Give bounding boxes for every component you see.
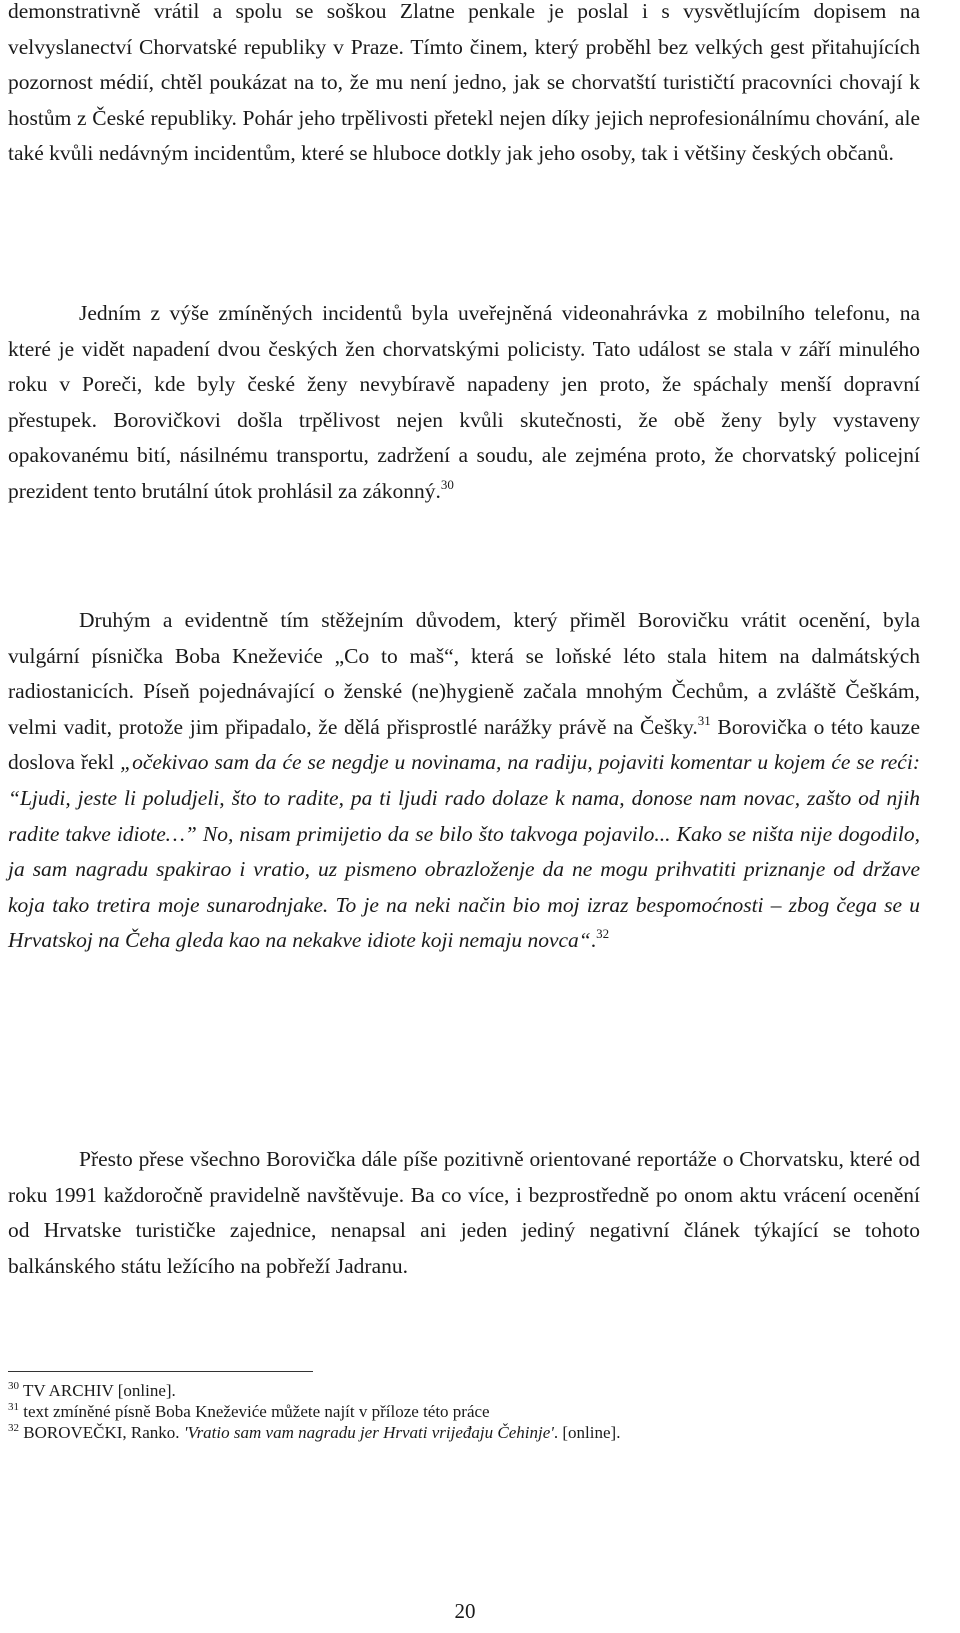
footnote-divider [8, 1371, 313, 1372]
paragraph-3-end: . [590, 928, 597, 953]
paragraph-4 [8, 1142, 920, 1284]
footnote-ref-30[interactable]: 30 [440, 476, 454, 492]
footnote-31 [8, 1401, 908, 1422]
footnote-text: BOROVEČKI, Ranko. [19, 1423, 184, 1442]
paragraph-1-text: demonstrativně vrátil a spolu se soškou Zlatne penkale je poslal i s vysvětlujícím dopisem na velvyslanectví Chorvatské republiky v Praze. Tímto činem, který proběhl bez velkých gest přitahujících pozornost médií, chtěl poukázat na to, že mu není jedno, jak se chorvatští turističtí pracovníci chovají k hostům z České republiky. Pohár jeho trpělivosti přetekl nejen díky jejich neprofesionálnímu chování, ale také kvůli nedávným incidentům, které se hluboce dotkly jak jeho osoby, tak i většiny českých občanů. [8, 0, 920, 166]
footnote-ref-32[interactable]: 32 [596, 926, 610, 942]
footnote-30 [8, 1380, 908, 1401]
paragraph-4-text: Přesto přese všechno Borovička dále píše pozitivně orientované reportáže o Chorvatsku, které od roku 1991 každoročně pravidelně navštěvuje. Ba co více, i bezprostředně po onom aktu vrácení ocenění od Hrvatske turističke zajednice, nenapsal ani jeden jediný negativní článek týkající se tohoto balkánského státu ležícího na pobřeží Jadranu. [8, 1147, 920, 1278]
footnote-number: 32 [8, 1422, 19, 1434]
paragraph-1 [8, 0, 920, 172]
page-number: 20 [454, 1599, 476, 1623]
paragraph-3-text-cont: Borovička o této kauze doslova řekl [8, 714, 920, 775]
footnote-text: TV ARCHIV [online]. [19, 1381, 176, 1400]
footnote-title-italic: 'Vratio sam vam nagradu jer Hrvati vrijeđaju Čehinje' [183, 1423, 554, 1442]
quotation-italic: „očekivao sam da će se negdje u novinama, na radiju, pojaviti komentar u kojem će se reći: “Ljudi, jeste li poludjeli, što to radite, pa ti ljudi rado dolaze k nama, donose nam novac, zašto od njih radite takve idiote…” No, nisam primijetio da se bilo što takvoga pojavilo... Kako se ništa nije dogodilo, ja sam nagradu spakirao i vratio, uz pismeno obrazloženje da ne mogu prihvatiti priznanje od države koja tako tretira moje sunarodnjake. To je na neki način bio moj izraz bespomoćnosti – zbog čega se u Hrvatskoj na Čeha gleda kao na nekakve idiote koji nemaju novca“ [8, 750, 920, 953]
footnote-text: text zmíněné písně Boba Kneževiće můžete najít v příloze této práce [19, 1402, 490, 1421]
footnote-text-end: . [online]. [553, 1423, 621, 1442]
footnote-number: 30 [8, 1380, 19, 1392]
paragraph-2 [8, 296, 920, 510]
footnotes [8, 1380, 908, 1443]
paragraph-2-text: Jedním z výše zmíněných incidentů byla uveřejněná videonahrávka z mobilního telefonu, na které je vidět napadení dvou českých žen chorvatskými policisty. Tato událost se stala v září minulého roku v Poreči, kde byly české ženy nevybíravě napadeny jen proto, že spáchaly menší dopravní přestupek. Borovičkovi došla trpělivost nejen kvůli skutečnosti, že obě ženy byly vystaveny opakovanému bití, násilnému transportu, zadržení a soudu, ale zejména proto, že chorvatský policejní prezident tento brutální útok prohlásil za zákonný. [8, 301, 920, 503]
footnote-ref-31[interactable]: 31 [697, 712, 711, 728]
footnote-number: 31 [8, 1401, 19, 1413]
paragraph-3 [8, 603, 920, 959]
paragraph-3-text: Druhým a evidentně tím stěžejním důvodem, který přiměl Borovičku vrátit ocenění, byla vulgární písnička Boba Kneževiće „Co to maš“, která se loňské léto stala hitem na dalmátských radiostanicích. Píseň pojednávající o ženské (ne)hygieně začala mnohým Čechům, a zvláště Češkám, velmi vadit, protože jim připadalo, že dělá přisprostlé narážky právě na Češky. [8, 608, 920, 739]
footnote-32 [8, 1422, 908, 1443]
